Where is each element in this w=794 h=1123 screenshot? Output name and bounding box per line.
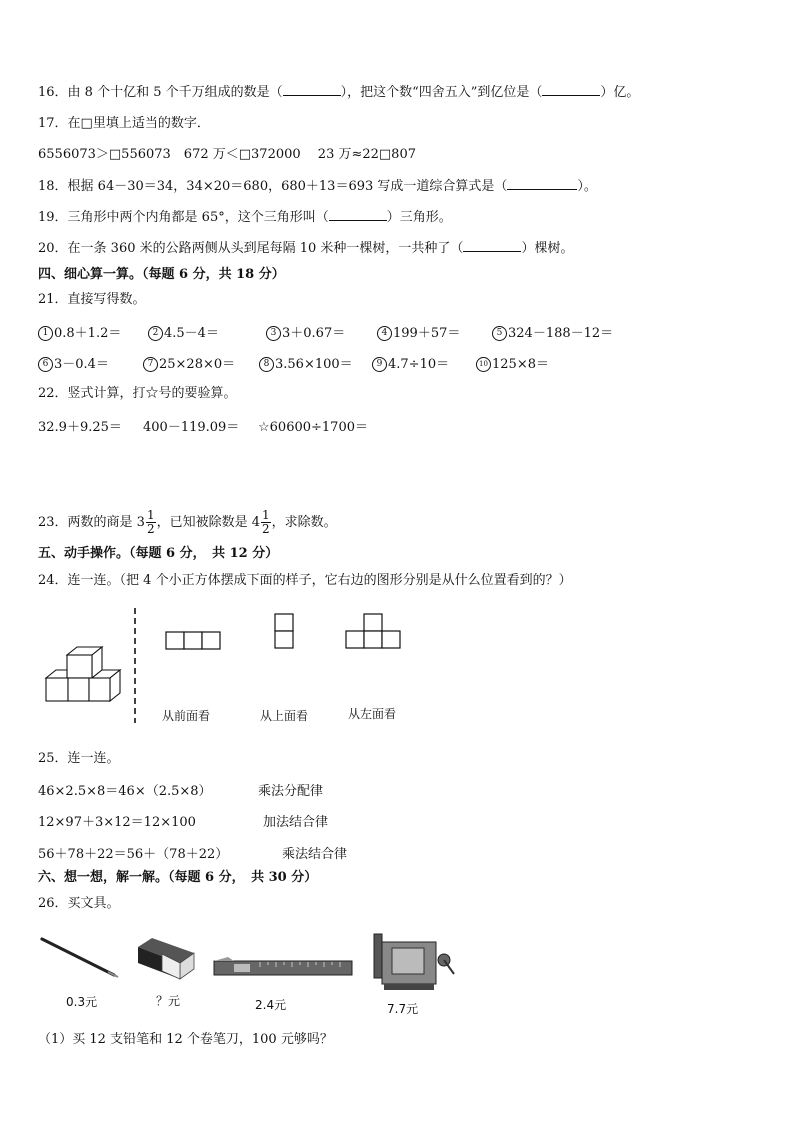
- price-eraser: ？元: [156, 994, 181, 1008]
- q25-right-2[interactable]: 加法结合律: [263, 815, 329, 830]
- q23-fraction-1: [146, 509, 156, 536]
- q22-item-2: 400－119.09＝: [143, 420, 240, 435]
- eraser-icon: [132, 935, 200, 983]
- fraction-denominator: 2: [146, 522, 155, 536]
- q20-blank[interactable]: [463, 239, 521, 252]
- q21-item-1: [38, 322, 121, 341]
- q17-line: 6556073＞□556073 672 万＜□372000 23 万≈22□807: [38, 147, 416, 162]
- circled-number: 2: [148, 326, 163, 341]
- view-label-top[interactable]: 从上面看: [260, 709, 309, 723]
- cube-arrangement-figure: [40, 645, 130, 710]
- q25-right-3[interactable]: 乘法结合律: [282, 847, 348, 862]
- q22-title: 22．竖式计算，打☆号的要验算。: [38, 386, 237, 401]
- price-sharpener: 7.7元: [387, 1002, 419, 1016]
- q19-blank[interactable]: [329, 208, 387, 221]
- q22-item-3: ☆60600÷1700＝: [258, 420, 368, 435]
- q21-item-text: 3.56×100＝: [275, 357, 353, 372]
- q21-item-8: [259, 353, 353, 372]
- q21-item-5: [492, 322, 613, 341]
- q21-item-7: [143, 353, 235, 372]
- question-19: [38, 208, 452, 227]
- q18-text-a: 18．根据 64－30＝34，34×20＝680，680＋13＝693 写成一道综合算式是（: [38, 179, 508, 194]
- q21-item-6: [38, 353, 109, 372]
- circled-number: 8: [259, 357, 274, 372]
- q25-left-3[interactable]: 56＋78＋22＝56＋（78＋22）: [38, 847, 229, 862]
- q25-left-1[interactable]: 46×2.5×8＝46×（2.5×8）: [38, 784, 212, 799]
- price-pencil: 0.3元: [66, 995, 98, 1009]
- circled-number: 5: [492, 326, 507, 341]
- q21-item-4: [377, 322, 460, 341]
- question-16: [38, 83, 639, 102]
- q23-text-b: ，已知被除数是 4: [156, 515, 260, 530]
- q25-title: 25．连一连。: [38, 751, 120, 766]
- fraction-numerator: 1: [262, 508, 270, 522]
- q16-blank-2[interactable]: [542, 83, 600, 96]
- q23-text-a: 23．两数的商是 3: [38, 515, 145, 530]
- q20-text-a: 20．在一条 360 米的公路两侧从头到尾每隔 10 米种一棵树，一共种了（: [38, 241, 464, 256]
- pencil-sharpener-icon: [366, 930, 458, 994]
- q21-item-text: 0.8＋1.2＝: [54, 326, 122, 341]
- fraction-numerator: 1: [146, 508, 155, 522]
- q16-text-c: ）亿。: [600, 85, 640, 100]
- pencil-icon: [38, 935, 122, 981]
- q23-text-c: ，求除数。: [271, 515, 337, 530]
- circled-number: 1: [38, 326, 53, 341]
- q16-text-a: 16．由 8 个十亿和 5 个千万组成的数是（: [38, 85, 283, 100]
- q26-title: 26．买文具。: [38, 896, 120, 911]
- ruler-icon: [210, 955, 356, 983]
- q23-fraction-2: [261, 509, 271, 536]
- circled-number: 4: [377, 326, 392, 341]
- q18-blank[interactable]: [507, 177, 577, 190]
- circled-number: 9: [372, 357, 387, 372]
- q21-item-text: 4.7÷10＝: [388, 357, 450, 372]
- section-4-heading: 四、细心算一算。（每题 6 分，共 18 分）: [38, 267, 285, 282]
- price-ruler: 2.4元: [255, 998, 287, 1012]
- q26-sub-1: （1）买 12 支铅笔和 12 个卷笔刀，100 元够吗？: [38, 1032, 333, 1047]
- q19-text-b: ）三角形。: [386, 210, 452, 225]
- view-shape-1[interactable]: [164, 630, 222, 652]
- view-label-left[interactable]: 从左面看: [348, 707, 397, 721]
- question-23: [38, 505, 337, 541]
- q25-left-2[interactable]: 12×97＋3×12＝12×100: [38, 815, 196, 830]
- q21-item-text: 25×28×0＝: [159, 357, 236, 372]
- q24-title: 24．连一连。（把 4 个小正方体摆成下面的样子，它右边的图形分别是从什么位置看到的？）: [38, 573, 572, 588]
- q17-title: 17．在□里填上适当的数字．: [38, 116, 210, 131]
- view-shape-2[interactable]: [273, 612, 297, 652]
- q19-text-a: 19．三角形中两个内角都是 65°，这个三角形叫（: [38, 210, 329, 225]
- view-label-front[interactable]: 从前面看: [162, 709, 211, 723]
- q18-text-b: ）。: [577, 179, 597, 194]
- question-18: [38, 177, 597, 196]
- q21-item-2: [148, 322, 219, 341]
- circled-number: 3: [266, 326, 281, 341]
- q21-item-text: 324－188－12＝: [508, 326, 614, 341]
- q21-item-text: 3＋0.67＝: [282, 326, 346, 341]
- q21-item-text: 3－0.4＝: [54, 357, 109, 372]
- q16-text-b: ），把这个数“四舍五入”到亿位是（: [340, 85, 543, 100]
- q20-text-b: ）棵树。: [521, 241, 574, 256]
- circled-number: 10: [476, 357, 491, 372]
- q21-item-3: [266, 322, 345, 341]
- q21-item-text: 199＋57＝: [393, 326, 461, 341]
- view-shape-3[interactable]: [344, 612, 404, 652]
- question-20: [38, 239, 573, 258]
- circled-number: 7: [143, 357, 158, 372]
- section-6-heading: 六、想一想，解一解。（每题 6 分， 共 30 分）: [38, 870, 318, 885]
- section-5-heading: 五、动手操作。（每题 6 分， 共 12 分）: [38, 546, 279, 561]
- q25-right-1[interactable]: 乘法分配律: [258, 784, 324, 799]
- dashed-divider: [132, 608, 138, 723]
- q21-item-9: [372, 353, 449, 372]
- q16-blank-1[interactable]: [283, 83, 341, 96]
- q21-title: 21．直接写得数。: [38, 292, 146, 307]
- fraction-denominator: 2: [262, 522, 270, 536]
- q21-item-10: [476, 353, 549, 372]
- q21-item-text: 125×8＝: [492, 357, 549, 372]
- q22-item-1: 32.9＋9.25＝: [38, 420, 122, 435]
- circled-number: 6: [38, 357, 53, 372]
- q21-item-text: 4.5－4＝: [164, 326, 219, 341]
